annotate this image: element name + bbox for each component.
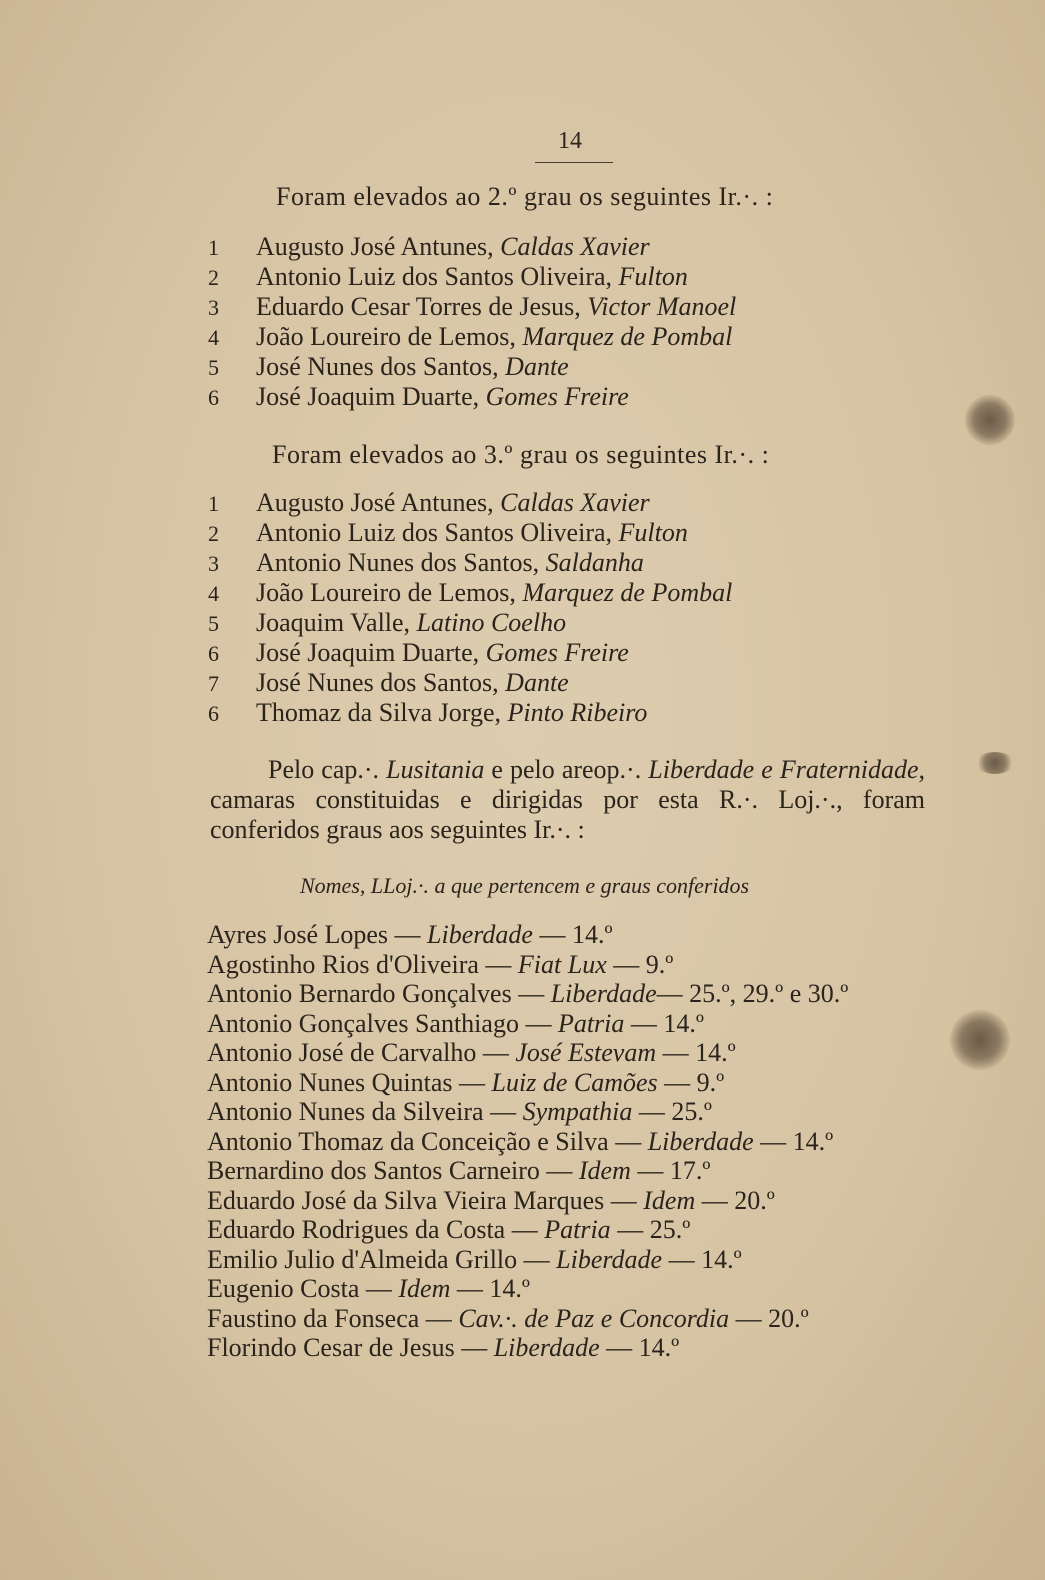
item-number: 7	[208, 671, 219, 696]
grade-value: — 14.º	[624, 1008, 704, 1038]
member-name: José Nunes dos Santos,	[256, 668, 499, 697]
member-name: Bernardino dos Santos Carneiro —	[207, 1156, 579, 1185]
grade-value: — 25.º	[632, 1097, 712, 1126]
areopagus-name: Liberdade e Fraternidade,	[648, 755, 926, 784]
grade-row	[207, 1274, 848, 1304]
member-name: Eduardo José da Silva Vieira Marques —	[207, 1185, 644, 1215]
member-name: Augusto José Antunes,	[256, 488, 494, 517]
item-number: 2	[208, 265, 219, 290]
symbolic-name: Dante	[505, 668, 569, 697]
item-number: 5	[208, 355, 219, 380]
member-name: Eduardo Cesar Torres de Jesus,	[256, 292, 581, 321]
grade-row	[207, 1333, 848, 1363]
grade-row	[207, 1304, 848, 1334]
chapter-paragraph	[210, 755, 925, 845]
item-number: 6	[208, 641, 219, 666]
lodge-name: Liberdade	[647, 1126, 754, 1156]
grade-value: — 20.º	[695, 1185, 775, 1215]
list-item	[208, 638, 732, 668]
lodge-name: Sympathia	[522, 1097, 633, 1126]
list-item	[208, 382, 736, 412]
section2-list	[208, 488, 732, 728]
lodge-name: Luiz de Camões	[491, 1067, 658, 1097]
symbolic-name: Saldanha	[545, 548, 644, 577]
lodge-name: Liberdade	[550, 979, 657, 1008]
lodge-name: Liberdade	[556, 1244, 663, 1274]
item-number: 4	[208, 581, 219, 606]
member-name: Thomaz da Silva Jorge,	[256, 698, 502, 727]
member-name: Augusto José Antunes,	[256, 232, 494, 261]
member-name: Ayres José Lopes —	[207, 920, 428, 949]
foxing-stain	[975, 752, 1015, 774]
member-name: José Nunes dos Santos,	[256, 352, 499, 381]
grade-row	[207, 1097, 848, 1127]
member-name: Antonio Nunes dos Santos,	[256, 548, 540, 577]
grade-value: — 17.º	[630, 1156, 711, 1185]
member-name: Faustino da Fonseca —	[207, 1303, 459, 1333]
item-number: 2	[208, 521, 219, 546]
grade-value: — 14.º	[532, 920, 613, 949]
grade-row	[207, 950, 848, 980]
list-item	[208, 518, 732, 548]
list-item	[208, 262, 736, 292]
lodge-name: Idem	[398, 1274, 451, 1303]
member-name: Antonio Nunes da Silveira —	[207, 1097, 523, 1126]
symbolic-name: Marquez de Pombal	[522, 322, 733, 351]
list-item	[208, 352, 736, 382]
grade-row	[207, 1038, 848, 1068]
section1-list	[208, 232, 736, 412]
member-name: José Joaquim Duarte,	[256, 382, 480, 411]
lodge-name: Idem	[643, 1185, 696, 1215]
section1-heading: Foram elevados ao 2.º grau os seguintes Ir.·. :	[276, 182, 774, 211]
paragraph-text: Pelo cap.·.	[268, 755, 387, 784]
page-number: 14	[558, 128, 582, 154]
grade-row	[207, 1068, 848, 1098]
symbolic-name: Victor Manoel	[587, 292, 737, 321]
list-item	[208, 578, 732, 608]
member-name: Florindo Cesar de Jesus —	[207, 1333, 494, 1362]
list-item	[208, 322, 736, 352]
member-name: Antonio Luiz dos Santos Oliveira,	[256, 262, 613, 291]
list-item	[208, 608, 732, 638]
grade-row	[207, 1127, 848, 1157]
section2-heading: Foram elevados ao 3.º grau os seguintes Ir.·. :	[272, 440, 770, 469]
symbolic-name: Latino Coelho	[416, 608, 567, 637]
symbolic-name: Fulton	[618, 518, 688, 547]
member-name: José Joaquim Duarte,	[256, 638, 480, 667]
grade-value: — 9.º	[657, 1067, 725, 1097]
member-name: Antonio Luiz dos Santos Oliveira,	[256, 518, 613, 547]
paragraph-text: e pelo areop.·.	[484, 755, 649, 784]
member-name: Eduardo Rodrigues da Costa —	[207, 1215, 545, 1244]
item-number: 1	[208, 235, 219, 260]
grade-value: — 14.º	[656, 1038, 736, 1067]
lodge-name: Liberdade	[427, 920, 533, 949]
list-item	[208, 698, 732, 728]
symbolic-name: Marquez de Pombal	[522, 578, 733, 607]
member-name: Antonio Nunes Quintas —	[207, 1067, 492, 1097]
grade-value: — 14.º	[599, 1333, 680, 1362]
page-number-rule	[535, 162, 613, 163]
member-name: Emilio Julio d'Almeida Grillo —	[207, 1244, 557, 1274]
grade-row	[207, 1245, 848, 1275]
symbolic-name: Pinto Ribeiro	[507, 698, 648, 727]
member-name: Antonio Bernardo Gonçalves —	[207, 979, 551, 1008]
item-number: 6	[208, 385, 219, 410]
item-number: 4	[208, 325, 219, 350]
symbolic-name: Gomes Freire	[485, 638, 629, 667]
member-name: Antonio José de Carvalho —	[207, 1038, 516, 1067]
table-heading: Nomes, LLoj.·. a que pertencem e graus conferidos	[300, 873, 750, 898]
grade-value: — 25.º, 29.º e 30.º	[656, 979, 849, 1008]
list-item	[208, 488, 732, 518]
item-number: 3	[208, 551, 219, 576]
member-name: Eugenio Costa —	[207, 1274, 399, 1303]
item-number: 1	[208, 491, 219, 516]
grade-row	[207, 1186, 848, 1216]
symbolic-name: Caldas Xavier	[500, 488, 650, 517]
grade-value: — 20.º	[729, 1303, 809, 1333]
grade-row	[207, 979, 848, 1009]
grade-value: — 9.º	[606, 949, 674, 979]
lodge-name: José Estevam	[515, 1038, 657, 1067]
lodge-name: Cav.·. de Paz e Concordia	[458, 1303, 730, 1333]
list-item	[208, 668, 732, 698]
symbolic-name: Caldas Xavier	[500, 232, 650, 261]
item-number: 6	[208, 701, 219, 726]
grade-value: — 14.º	[753, 1126, 834, 1156]
grade-value: — 14.º	[450, 1274, 530, 1303]
member-name: Joaquim Valle,	[256, 608, 411, 637]
list-item	[208, 548, 732, 578]
member-name: João Loureiro de Lemos,	[256, 578, 516, 607]
member-name: Antonio Thomaz da Conceição e Silva —	[207, 1126, 648, 1156]
foxing-stain	[950, 1010, 1010, 1070]
chapter-name: Lusitania	[386, 755, 485, 784]
member-name: João Loureiro de Lemos,	[256, 322, 516, 351]
grade-row	[207, 1009, 848, 1039]
grade-value: — 25.º	[610, 1215, 691, 1244]
lodge-name: Liberdade	[493, 1333, 600, 1362]
lodge-name: Patria	[544, 1215, 611, 1244]
grades-list	[207, 920, 848, 1363]
symbolic-name: Dante	[505, 352, 569, 381]
paragraph-text: camaras constituidas e dirigidas por esta R.·. Loj.·., foram conferidos graus aos seguintes Ir.·. :	[210, 785, 925, 844]
grade-row	[207, 920, 848, 950]
symbolic-name: Gomes Freire	[485, 382, 629, 411]
lodge-name: Idem	[578, 1156, 631, 1185]
list-item	[208, 292, 736, 322]
grade-row	[207, 1156, 848, 1186]
item-number: 5	[208, 611, 219, 636]
grade-row	[207, 1215, 848, 1245]
lodge-name: Patria	[557, 1008, 625, 1038]
list-item	[208, 232, 736, 262]
member-name: Agostinho Rios d'Oliveira —	[207, 949, 518, 979]
grade-value: — 14.º	[662, 1244, 742, 1274]
member-name: Antonio Gonçalves Santhiago —	[207, 1008, 558, 1038]
lodge-name: Fiat Lux	[517, 949, 607, 979]
foxing-stain	[965, 395, 1015, 445]
symbolic-name: Fulton	[618, 262, 688, 291]
item-number: 3	[208, 295, 219, 320]
